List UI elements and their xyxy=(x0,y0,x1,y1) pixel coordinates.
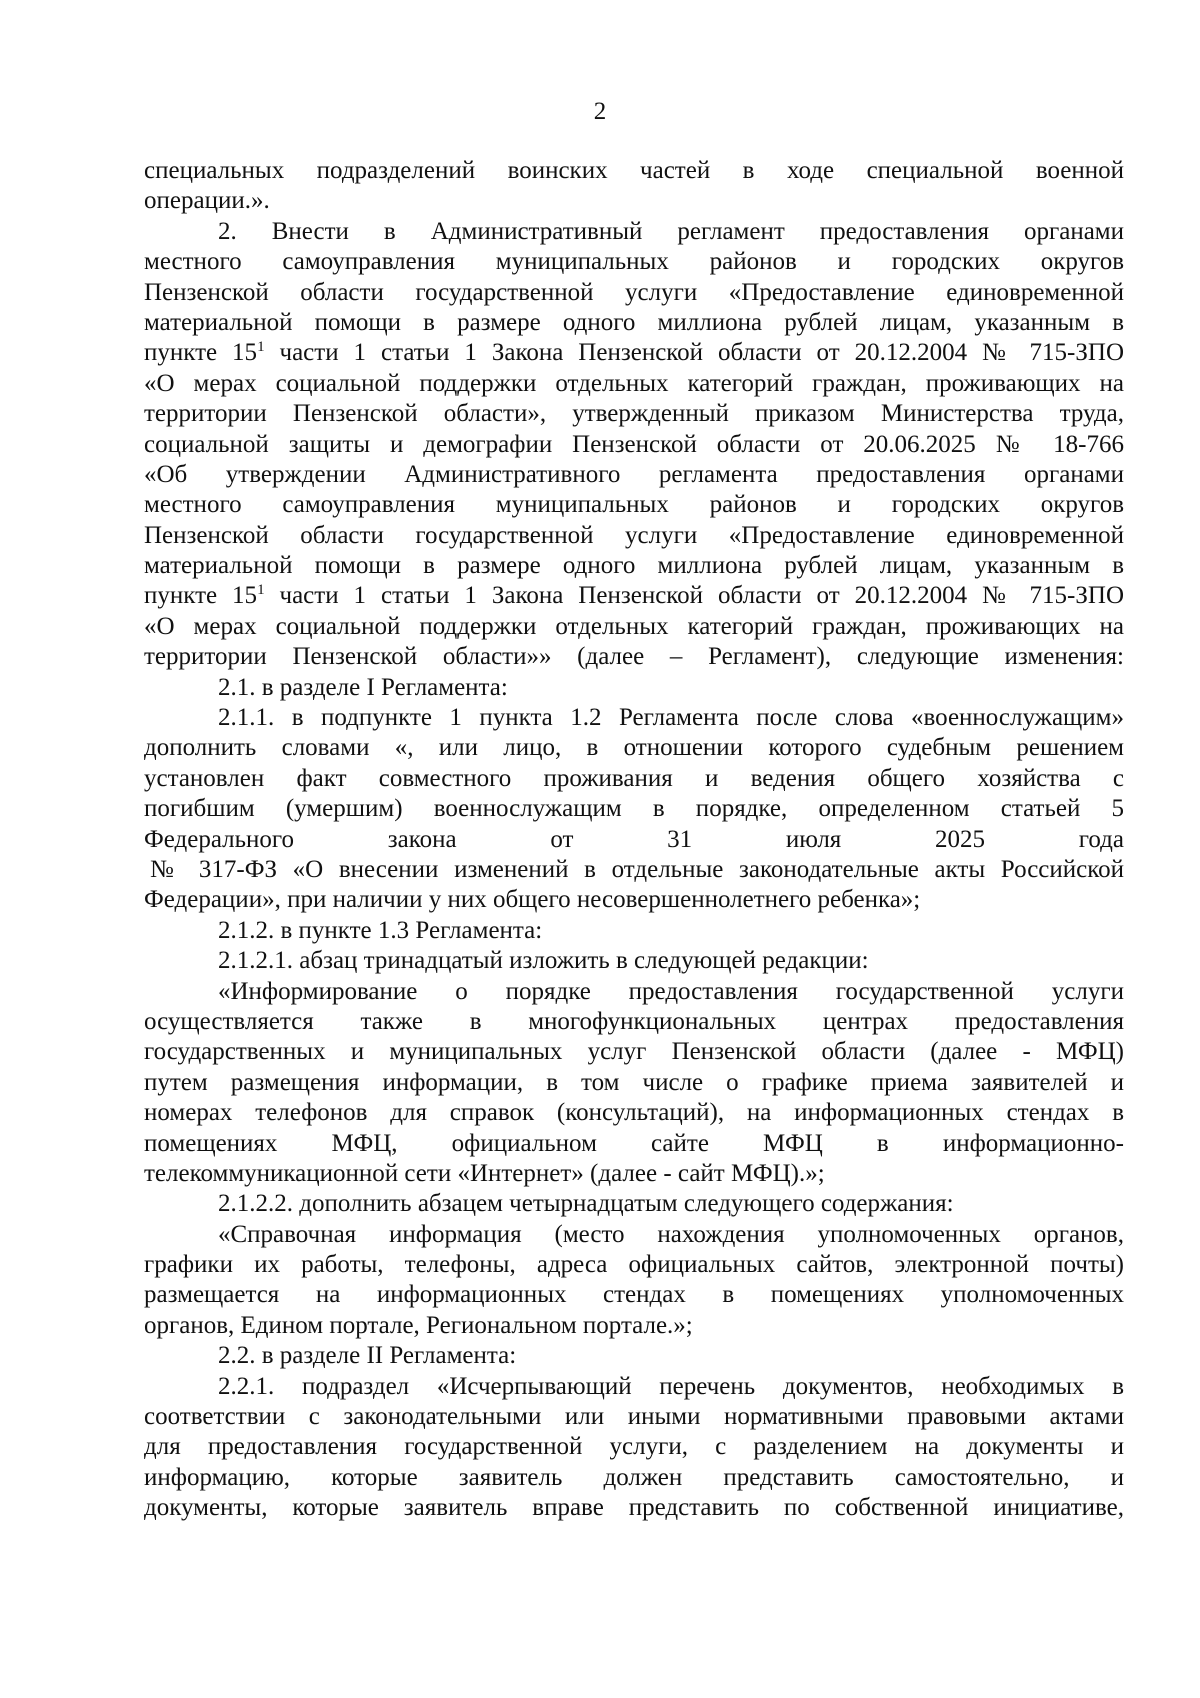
text-line: органов, Едином портале, Региональном портале.»; xyxy=(144,1311,693,1339)
paragraph-start-line: «Информирование о порядке предоставления государственной услуги xyxy=(218,977,1124,1005)
text-line: Пензенской области государственной услуги «Предоставление единовременной xyxy=(144,278,1124,306)
line-text-after: части 1 статьи 1 Закона Пензенской области от 20.12.2004 № 715-ЗПО xyxy=(264,339,1124,367)
superscript: 1 xyxy=(257,582,265,599)
text-line: Пензенской области государственной услуги «Предоставление единовременной xyxy=(144,521,1124,549)
text-line: социальной защиты и демографии Пензенской области от 20.06.2025 № 18-766 xyxy=(144,430,1124,458)
text-line: для предоставления государственной услуги, с разделением на документы и xyxy=(144,1433,1124,1461)
paragraph-start-line: 2.1.2.1. абзац тринадцатый изложить в следующей редакции: xyxy=(218,947,869,975)
text-line: информацию, которые заявитель должен представить самостоятельно, и xyxy=(144,1463,1124,1491)
text-line: установлен факт совместного проживания и ведения общего хозяйства с xyxy=(144,764,1124,792)
paragraph-start-line: 2.2. в разделе II Регламента: xyxy=(218,1342,517,1370)
text-line: путем размещения информации, в том числе о графике приема заявителей и xyxy=(144,1068,1124,1096)
line-text-before: пункте 15 xyxy=(144,582,258,610)
line-text-after: части 1 статьи 1 Закона Пензенской области от 20.12.2004 № 715-ЗПО xyxy=(264,582,1124,610)
text-line: помещениях МФЦ, официальном сайте МФЦ в информационно- xyxy=(144,1129,1124,1157)
paragraph-start-line: 2.2.1. подраздел «Исчерпывающий перечень документов, необходимых в xyxy=(218,1372,1124,1400)
text-line: территории Пензенской области»» (далее – Регламент), следующие изменения: xyxy=(144,643,1124,671)
text-line: местного самоуправления муниципальных районов и городских округов xyxy=(144,248,1124,276)
text-line: погибшим (умершим) военнослужащим в порядке, определенном статьей 5 xyxy=(144,795,1124,823)
paragraph-start-line: 2.1.2.2. дополнить абзацем четырнадцатым следующего содержания: xyxy=(218,1190,954,1218)
text-line-with-superscript xyxy=(144,338,1124,368)
text-line: специальных подразделений воинских частей в ходе специальной военной xyxy=(144,157,1124,184)
text-line: материальной помощи в размере одного миллиона рублей лицам, указанным в xyxy=(144,308,1124,336)
text-line: местного самоуправления муниципальных районов и городских округов xyxy=(144,491,1124,519)
text-line: Федерального закона от 31 июля 2025 года xyxy=(144,825,1124,853)
text-line: № 317-ФЗ «О внесении изменений в отдельные законодательные акты Российской xyxy=(150,855,1124,883)
text-line: осуществляется также в многофункциональных центрах предоставления xyxy=(144,1007,1124,1035)
text-line: документы, которые заявитель вправе представить по собственной инициативе, xyxy=(144,1494,1124,1522)
paragraph-start-line: 2. Внести в Административный регламент предоставления органами xyxy=(218,217,1124,245)
paragraph-start-line: 2.1.2. в пункте 1.3 Регламента: xyxy=(218,916,543,944)
line-text-before: пункте 15 xyxy=(144,339,258,367)
text-line: операции.». xyxy=(144,187,270,215)
paragraph-start-line: «Справочная информация (место нахождения уполномоченных органов, xyxy=(218,1220,1124,1248)
text-line: номерах телефонов для справок (консультаций), на информационных стендах в xyxy=(144,1099,1124,1127)
text-line: дополнить словами «, или лицо, в отношении которого судебным решением xyxy=(144,734,1124,762)
document-body xyxy=(144,156,1124,1524)
text-line: территории Пензенской области», утвержденный приказом Министерства труда, xyxy=(144,400,1124,428)
paragraph-start-line: 2.1. в разделе I Регламента: xyxy=(218,673,508,701)
text-line: «О мерах социальной поддержки отдельных категорий граждан, проживающих на xyxy=(144,612,1124,640)
text-line-with-superscript xyxy=(144,581,1124,611)
text-line: материальной помощи в размере одного миллиона рублей лицам, указанным в xyxy=(144,552,1124,580)
text-line: «Об утверждении Административного регламента предоставления органами xyxy=(144,460,1124,488)
paragraph-start-line: 2.1.1. в подпункте 1 пункта 1.2 Регламента после слова «военнослужащим» xyxy=(218,704,1124,732)
superscript: 1 xyxy=(257,339,265,356)
text-line: «О мерах социальной поддержки отдельных категорий граждан, проживающих на xyxy=(144,369,1124,397)
text-line: графики их работы, телефоны, адреса официальных сайтов, электронной почты) xyxy=(144,1251,1124,1279)
text-line: размещается на информационных стендах в помещениях уполномоченных xyxy=(144,1281,1124,1309)
text-line: Федерации», при наличии у них общего несовершеннолетнего ребенка»; xyxy=(144,886,921,914)
text-line: телекоммуникационной сети «Интернет» (далее - сайт МФЦ).»; xyxy=(144,1159,825,1187)
text-line: соответствии с законодательными или иными нормативными правовыми актами xyxy=(144,1403,1124,1431)
text-line: государственных и муниципальных услуг Пензенской области (далее - МФЦ) xyxy=(144,1038,1124,1066)
page-number: 2 xyxy=(593,98,607,125)
